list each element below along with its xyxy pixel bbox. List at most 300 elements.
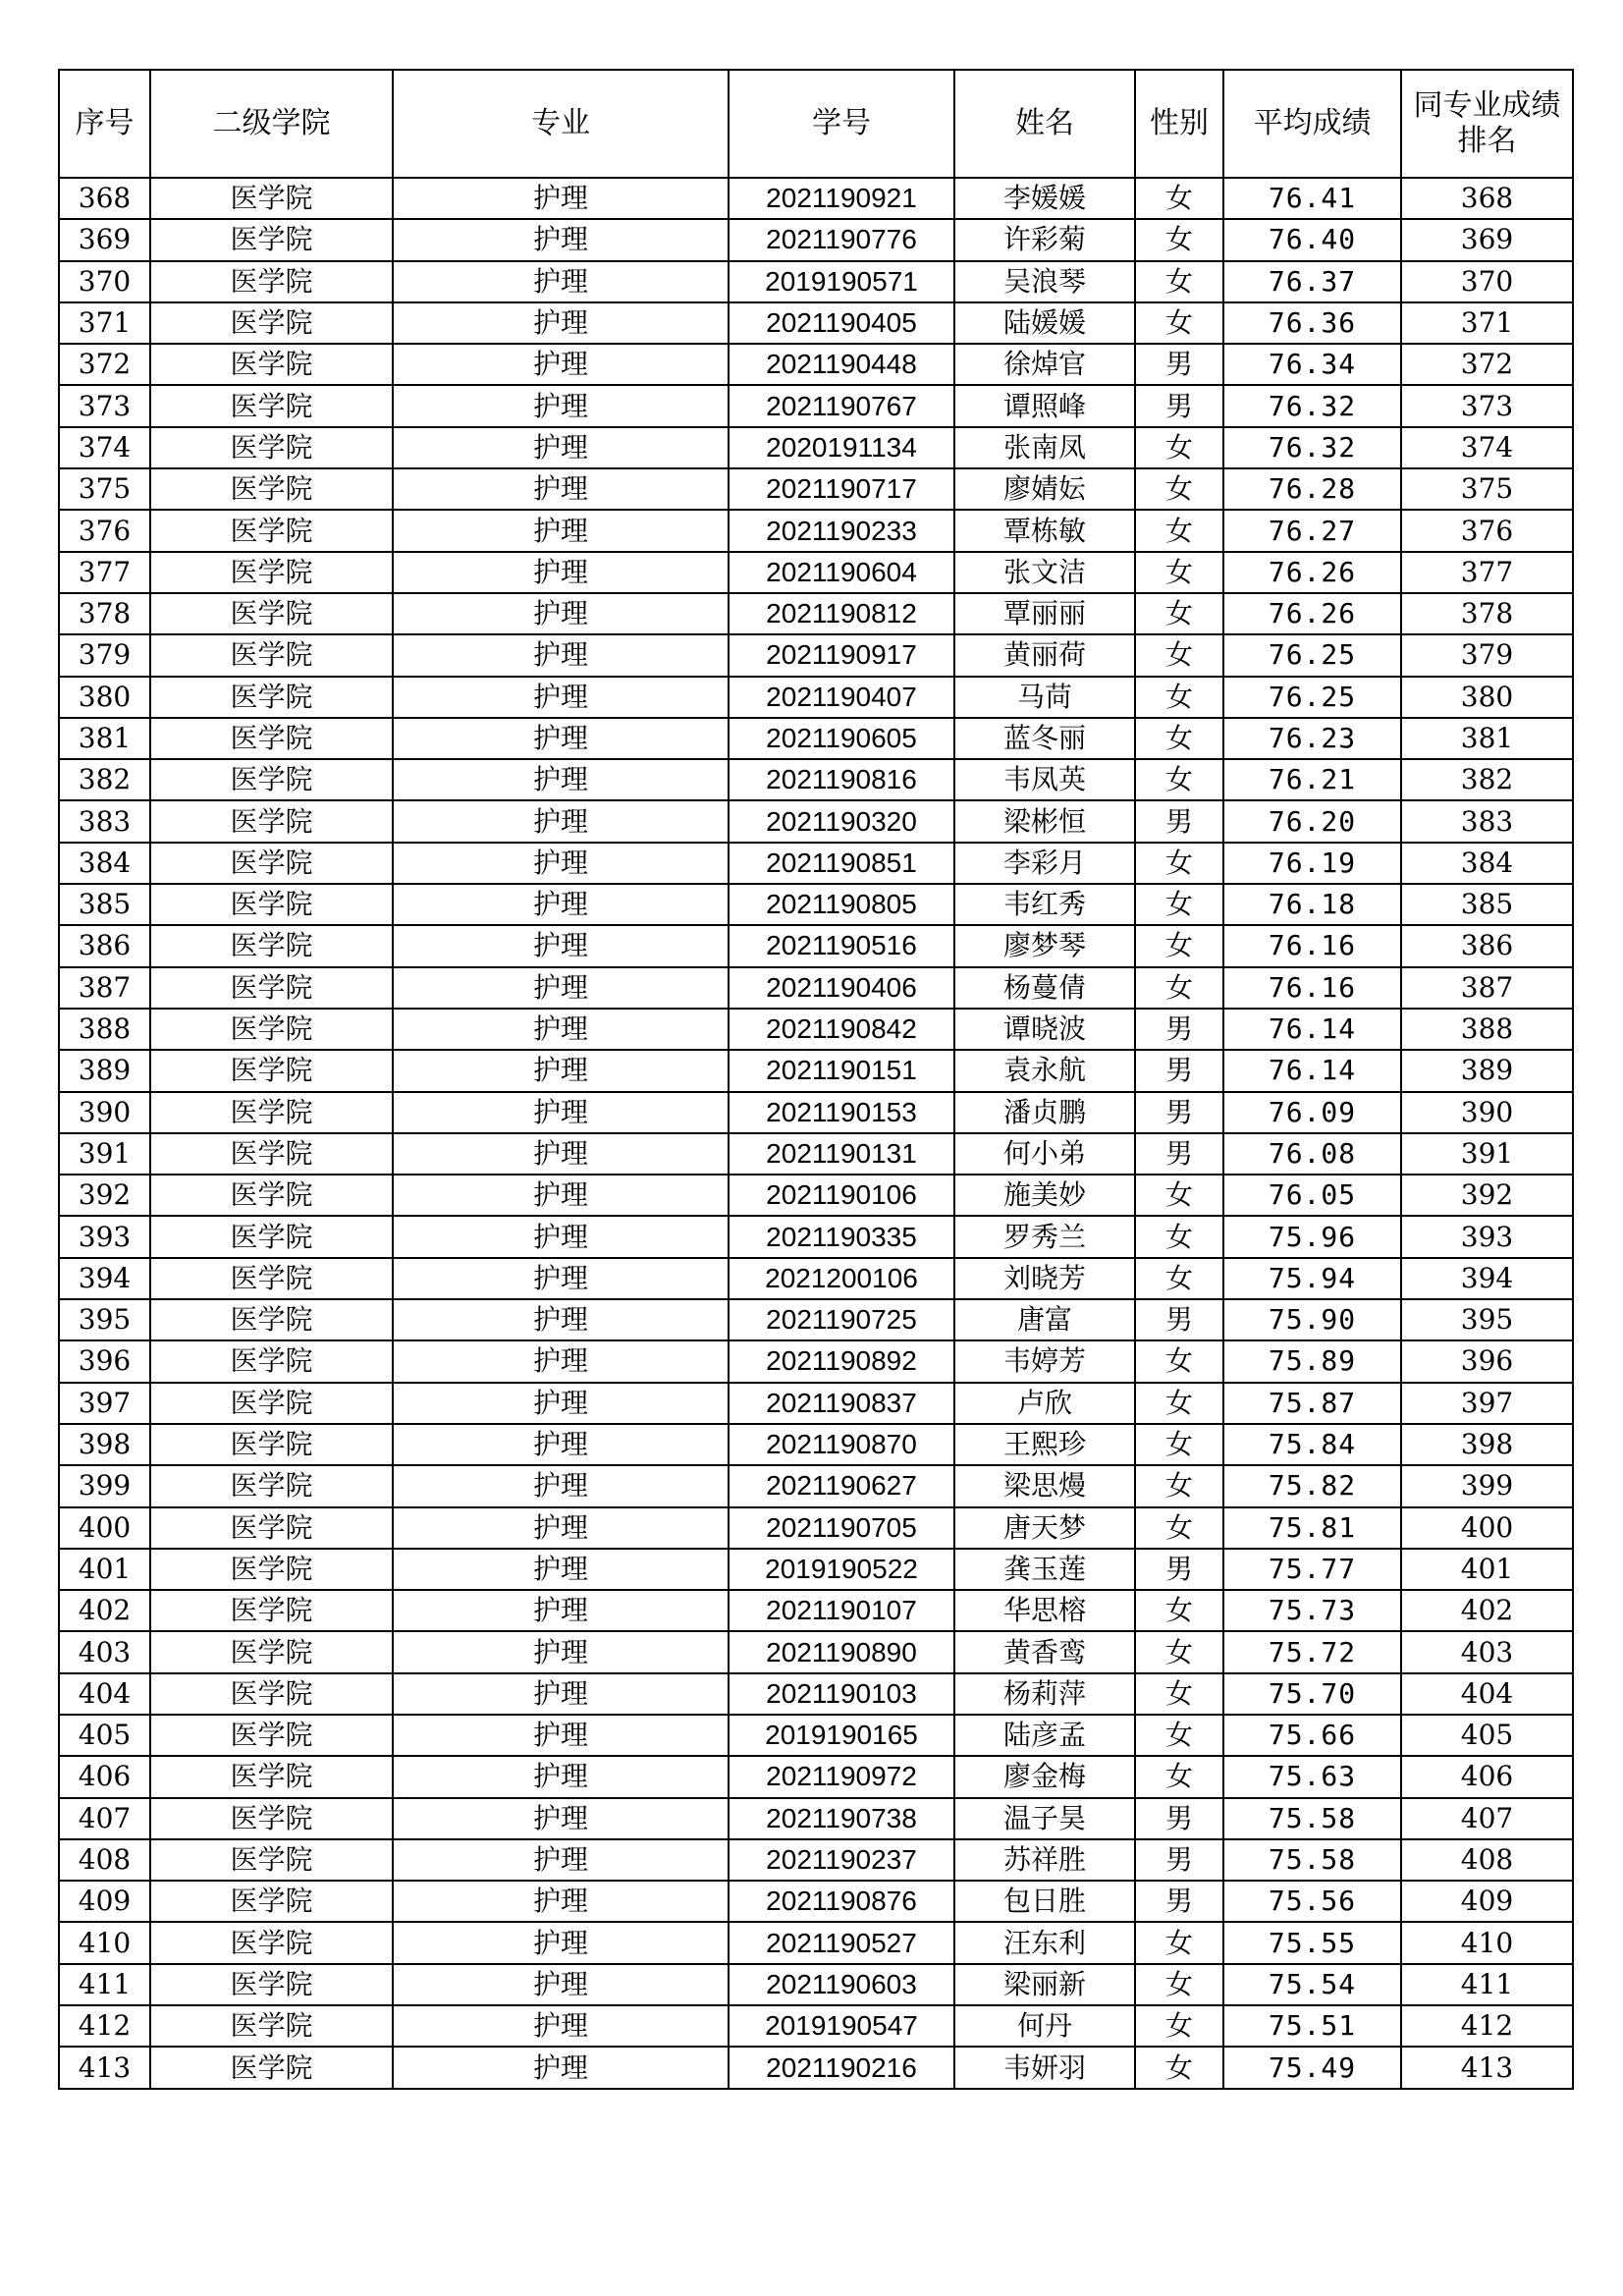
cell-rank: 409 [1401,1881,1573,1922]
table-row [59,884,1573,925]
cell-student-id: 2019190522 [729,1549,954,1590]
cell-gender: 女 [1135,967,1223,1009]
cell-college: 医学院 [150,1590,393,1631]
cell-college: 医学院 [150,219,393,260]
cell-name: 覃丽丽 [954,593,1135,634]
cell-major: 护理 [393,843,729,884]
cell-student-id: 2021190153 [729,1092,954,1133]
cell-average: 76.20 [1223,800,1401,842]
cell-student-id: 2021190107 [729,1590,954,1631]
cell-major: 护理 [393,510,729,551]
cell-college: 医学院 [150,718,393,759]
cell-student-id: 2021190405 [729,302,954,344]
cell-name: 徐焯官 [954,344,1135,385]
cell-average: 76.36 [1223,302,1401,344]
cell-gender: 女 [1135,2005,1223,2047]
cell-student-id: 2021190892 [729,1340,954,1382]
cell-college: 医学院 [150,1881,393,1922]
cell-average: 76.05 [1223,1175,1401,1216]
cell-gender: 男 [1135,1133,1223,1175]
header-average: 平均成绩 [1223,70,1401,178]
cell-gender: 女 [1135,1258,1223,1299]
cell-index: 381 [59,718,150,759]
cell-gender: 女 [1135,1756,1223,1797]
cell-index: 392 [59,1175,150,1216]
table-row [59,1465,1573,1506]
cell-name: 廖梦琴 [954,925,1135,966]
cell-name: 谭照峰 [954,385,1135,426]
cell-average: 76.34 [1223,344,1401,385]
cell-name: 廖婧妘 [954,468,1135,510]
cell-average: 76.08 [1223,1133,1401,1175]
cell-name: 廖金梅 [954,1756,1135,1797]
cell-major: 护理 [393,261,729,302]
cell-index: 396 [59,1340,150,1382]
cell-index: 383 [59,800,150,842]
cell-major: 护理 [393,925,729,966]
cell-gender: 女 [1135,261,1223,302]
cell-rank: 399 [1401,1465,1573,1506]
cell-major: 护理 [393,1715,729,1756]
cell-index: 370 [59,261,150,302]
cell-college: 医学院 [150,261,393,302]
table-row [59,1507,1573,1549]
table-row [59,759,1573,800]
cell-major: 护理 [393,1299,729,1340]
cell-college: 医学院 [150,1424,393,1465]
table-row [59,1340,1573,1382]
header-index: 序号 [59,70,150,178]
cell-college: 医学院 [150,1299,393,1340]
table-row [59,1798,1573,1839]
cell-college: 医学院 [150,1631,393,1672]
cell-rank: 413 [1401,2047,1573,2088]
table-row [59,2005,1573,2047]
cell-rank: 394 [1401,1258,1573,1299]
cell-student-id: 2019190571 [729,261,954,302]
cell-gender: 女 [1135,2047,1223,2088]
cell-index: 395 [59,1299,150,1340]
cell-name: 卢欣 [954,1383,1135,1424]
cell-rank: 398 [1401,1424,1573,1465]
table-row [59,1258,1573,1299]
cell-college: 医学院 [150,2005,393,2047]
cell-college: 医学院 [150,1465,393,1506]
cell-rank: 389 [1401,1050,1573,1091]
cell-gender: 女 [1135,510,1223,551]
cell-average: 76.16 [1223,967,1401,1009]
cell-average: 75.82 [1223,1465,1401,1506]
cell-average: 75.84 [1223,1424,1401,1465]
table-row [59,1299,1573,1340]
cell-name: 韦凤英 [954,759,1135,800]
cell-college: 医学院 [150,510,393,551]
cell-index: 380 [59,677,150,718]
cell-average: 75.72 [1223,1631,1401,1672]
cell-name: 唐富 [954,1299,1135,1340]
cell-average: 75.70 [1223,1673,1401,1715]
cell-average: 76.37 [1223,261,1401,302]
table-row [59,1092,1573,1133]
cell-index: 405 [59,1715,150,1756]
cell-major: 护理 [393,884,729,925]
cell-major: 护理 [393,1507,729,1549]
cell-major: 护理 [393,1009,729,1050]
cell-college: 医学院 [150,1964,393,2005]
cell-gender: 男 [1135,385,1223,426]
cell-student-id: 2021190876 [729,1881,954,1922]
cell-student-id: 2021190776 [729,219,954,260]
table-row [59,1050,1573,1091]
table-row [59,2047,1573,2088]
cell-index: 386 [59,925,150,966]
table-row [59,967,1573,1009]
cell-student-id: 2021190837 [729,1383,954,1424]
cell-name: 陆彦孟 [954,1715,1135,1756]
cell-student-id: 2021190917 [729,634,954,676]
cell-index: 400 [59,1507,150,1549]
cell-index: 398 [59,1424,150,1465]
cell-rank: 382 [1401,759,1573,800]
cell-average: 75.90 [1223,1299,1401,1340]
cell-college: 医学院 [150,468,393,510]
cell-college: 医学院 [150,759,393,800]
cell-college: 医学院 [150,1009,393,1050]
cell-student-id: 2021190604 [729,552,954,593]
cell-average: 75.96 [1223,1216,1401,1257]
cell-index: 378 [59,593,150,634]
cell-index: 394 [59,1258,150,1299]
cell-student-id: 2021190805 [729,884,954,925]
cell-average: 75.89 [1223,1340,1401,1382]
cell-average: 75.94 [1223,1258,1401,1299]
cell-major: 护理 [393,1383,729,1424]
cell-gender: 女 [1135,302,1223,344]
cell-college: 医学院 [150,925,393,966]
cell-rank: 407 [1401,1798,1573,1839]
table-row [59,677,1573,718]
cell-average: 76.25 [1223,677,1401,718]
cell-gender: 男 [1135,1092,1223,1133]
cell-index: 408 [59,1839,150,1881]
cell-average: 75.77 [1223,1549,1401,1590]
cell-student-id: 2021190603 [729,1964,954,2005]
table-row [59,593,1573,634]
header-gender: 性别 [1135,70,1223,178]
cell-name: 龚玉莲 [954,1549,1135,1590]
cell-average: 76.14 [1223,1009,1401,1050]
cell-name: 张文洁 [954,552,1135,593]
cell-index: 376 [59,510,150,551]
cell-student-id: 2021190106 [729,1175,954,1216]
table-row [59,468,1573,510]
table-row [59,1424,1573,1465]
cell-average: 76.21 [1223,759,1401,800]
cell-rank: 371 [1401,302,1573,344]
cell-major: 护理 [393,1133,729,1175]
cell-rank: 380 [1401,677,1573,718]
cell-college: 医学院 [150,800,393,842]
cell-rank: 390 [1401,1092,1573,1133]
cell-average: 76.19 [1223,843,1401,884]
cell-index: 402 [59,1590,150,1631]
cell-name: 王熙珍 [954,1424,1135,1465]
cell-student-id: 2021190103 [729,1673,954,1715]
cell-average: 76.27 [1223,510,1401,551]
cell-name: 苏祥胜 [954,1839,1135,1881]
cell-rank: 411 [1401,1964,1573,2005]
cell-college: 医学院 [150,2047,393,2088]
table-row [59,302,1573,344]
cell-rank: 408 [1401,1839,1573,1881]
cell-major: 护理 [393,759,729,800]
cell-major: 护理 [393,1175,729,1216]
cell-index: 384 [59,843,150,884]
cell-student-id: 2021190972 [729,1756,954,1797]
cell-name: 包日胜 [954,1881,1135,1922]
cell-index: 406 [59,1756,150,1797]
cell-gender: 男 [1135,344,1223,385]
cell-gender: 女 [1135,1424,1223,1465]
table-row [59,1216,1573,1257]
cell-major: 护理 [393,1092,729,1133]
cell-college: 医学院 [150,1092,393,1133]
cell-major: 护理 [393,1756,729,1797]
cell-name: 罗秀兰 [954,1216,1135,1257]
cell-student-id: 2021190233 [729,510,954,551]
table-row [59,925,1573,966]
cell-college: 医学院 [150,385,393,426]
cell-gender: 女 [1135,677,1223,718]
cell-name: 唐天梦 [954,1507,1135,1549]
cell-rank: 381 [1401,718,1573,759]
cell-name: 韦红秀 [954,884,1135,925]
cell-major: 护理 [393,2047,729,2088]
cell-index: 373 [59,385,150,426]
cell-rank: 403 [1401,1631,1573,1672]
cell-average: 76.32 [1223,385,1401,426]
cell-major: 护理 [393,1839,729,1881]
cell-major: 护理 [393,302,729,344]
cell-student-id: 2021190237 [729,1839,954,1881]
cell-index: 374 [59,427,150,468]
cell-college: 医学院 [150,677,393,718]
cell-rank: 376 [1401,510,1573,551]
cell-major: 护理 [393,1881,729,1922]
header-college: 二级学院 [150,70,393,178]
table-row [59,261,1573,302]
cell-major: 护理 [393,219,729,260]
cell-student-id: 2019190547 [729,2005,954,2047]
cell-major: 护理 [393,385,729,426]
cell-major: 护理 [393,1673,729,1715]
cell-college: 医学院 [150,884,393,925]
cell-student-id: 2021200106 [729,1258,954,1299]
cell-major: 护理 [393,1465,729,1506]
cell-average: 76.40 [1223,219,1401,260]
cell-name: 袁永航 [954,1050,1135,1091]
cell-gender: 男 [1135,1009,1223,1050]
cell-rank: 370 [1401,261,1573,302]
cell-college: 医学院 [150,1216,393,1257]
cell-student-id: 2021190705 [729,1507,954,1549]
cell-name: 李媛媛 [954,178,1135,219]
cell-name: 覃栋敏 [954,510,1135,551]
cell-name: 吴浪琴 [954,261,1135,302]
cell-name: 黄香鸾 [954,1631,1135,1672]
cell-gender: 男 [1135,1050,1223,1091]
cell-gender: 女 [1135,1631,1223,1672]
table-row [59,1590,1573,1631]
cell-major: 护理 [393,967,729,1009]
cell-gender: 女 [1135,843,1223,884]
cell-college: 医学院 [150,1507,393,1549]
cell-rank: 387 [1401,967,1573,1009]
cell-gender: 女 [1135,178,1223,219]
cell-student-id: 2021190851 [729,843,954,884]
cell-index: 404 [59,1673,150,1715]
cell-average: 75.66 [1223,1715,1401,1756]
cell-name: 马苘 [954,677,1135,718]
table-row [59,1715,1573,1756]
cell-rank: 412 [1401,2005,1573,2047]
cell-name: 陆媛媛 [954,302,1135,344]
cell-gender: 男 [1135,1299,1223,1340]
cell-rank: 372 [1401,344,1573,385]
cell-college: 医学院 [150,178,393,219]
cell-average: 76.28 [1223,468,1401,510]
cell-student-id: 2021190448 [729,344,954,385]
cell-name: 黄丽荷 [954,634,1135,676]
cell-rank: 410 [1401,1922,1573,1963]
cell-average: 76.23 [1223,718,1401,759]
cell-index: 385 [59,884,150,925]
cell-college: 医学院 [150,1133,393,1175]
header-name: 姓名 [954,70,1135,178]
cell-name: 汪东利 [954,1922,1135,1963]
cell-name: 杨蔓倩 [954,967,1135,1009]
cell-rank: 406 [1401,1756,1573,1797]
cell-major: 护理 [393,677,729,718]
cell-gender: 女 [1135,1715,1223,1756]
table-row [59,800,1573,842]
table-row [59,1549,1573,1590]
cell-name: 韦婷芳 [954,1340,1135,1382]
cell-average: 75.63 [1223,1756,1401,1797]
cell-gender: 女 [1135,219,1223,260]
header-rank: 同专业成绩排名 [1401,70,1573,178]
cell-major: 护理 [393,1340,729,1382]
cell-college: 医学院 [150,1383,393,1424]
cell-index: 411 [59,1964,150,2005]
cell-gender: 女 [1135,634,1223,676]
cell-average: 75.49 [1223,2047,1401,2088]
cell-major: 护理 [393,1258,729,1299]
cell-gender: 女 [1135,1465,1223,1506]
cell-major: 护理 [393,552,729,593]
cell-name: 施美妙 [954,1175,1135,1216]
cell-name: 刘晓芳 [954,1258,1135,1299]
cell-index: 369 [59,219,150,260]
cell-average: 75.55 [1223,1922,1401,1963]
cell-college: 医学院 [150,1715,393,1756]
cell-index: 412 [59,2005,150,2047]
table-body [59,178,1573,2089]
cell-college: 医学院 [150,593,393,634]
cell-rank: 378 [1401,593,1573,634]
table-row [59,1756,1573,1797]
cell-college: 医学院 [150,1258,393,1299]
cell-average: 75.73 [1223,1590,1401,1631]
header-major: 专业 [393,70,729,178]
cell-average: 76.18 [1223,884,1401,925]
cell-average: 75.58 [1223,1839,1401,1881]
cell-major: 护理 [393,1798,729,1839]
header-row [59,70,1573,178]
cell-gender: 女 [1135,1590,1223,1631]
cell-index: 377 [59,552,150,593]
cell-major: 护理 [393,427,729,468]
cell-student-id: 2021190627 [729,1465,954,1506]
cell-gender: 女 [1135,1507,1223,1549]
cell-college: 医学院 [150,843,393,884]
cell-major: 护理 [393,1050,729,1091]
cell-student-id: 2021190870 [729,1424,954,1465]
cell-name: 许彩菊 [954,219,1135,260]
cell-name: 杨莉萍 [954,1673,1135,1715]
cell-student-id: 2021190816 [729,759,954,800]
cell-rank: 375 [1401,468,1573,510]
cell-major: 护理 [393,2005,729,2047]
table-row [59,1922,1573,1963]
cell-name: 何小弟 [954,1133,1135,1175]
grades-table [58,69,1574,2090]
cell-rank: 368 [1401,178,1573,219]
cell-student-id: 2021190151 [729,1050,954,1091]
cell-student-id: 2021190516 [729,925,954,966]
cell-gender: 女 [1135,925,1223,966]
cell-average: 75.58 [1223,1798,1401,1839]
cell-major: 护理 [393,1590,729,1631]
cell-index: 379 [59,634,150,676]
cell-name: 韦妍羽 [954,2047,1135,2088]
cell-average: 75.81 [1223,1507,1401,1549]
cell-student-id: 2021190717 [729,468,954,510]
cell-index: 382 [59,759,150,800]
cell-college: 医学院 [150,1175,393,1216]
cell-index: 390 [59,1092,150,1133]
cell-college: 医学院 [150,1340,393,1382]
table-row [59,1839,1573,1881]
cell-average: 76.16 [1223,925,1401,966]
cell-gender: 男 [1135,1549,1223,1590]
cell-major: 护理 [393,1922,729,1963]
cell-student-id: 2021190335 [729,1216,954,1257]
cell-index: 388 [59,1009,150,1050]
cell-rank: 373 [1401,385,1573,426]
cell-index: 391 [59,1133,150,1175]
cell-average: 76.32 [1223,427,1401,468]
cell-name: 潘贞鹏 [954,1092,1135,1133]
table-row [59,427,1573,468]
cell-index: 387 [59,967,150,1009]
cell-student-id: 2021190406 [729,967,954,1009]
cell-college: 医学院 [150,1549,393,1590]
cell-rank: 385 [1401,884,1573,925]
cell-rank: 404 [1401,1673,1573,1715]
cell-student-id: 2021190812 [729,593,954,634]
cell-rank: 374 [1401,427,1573,468]
